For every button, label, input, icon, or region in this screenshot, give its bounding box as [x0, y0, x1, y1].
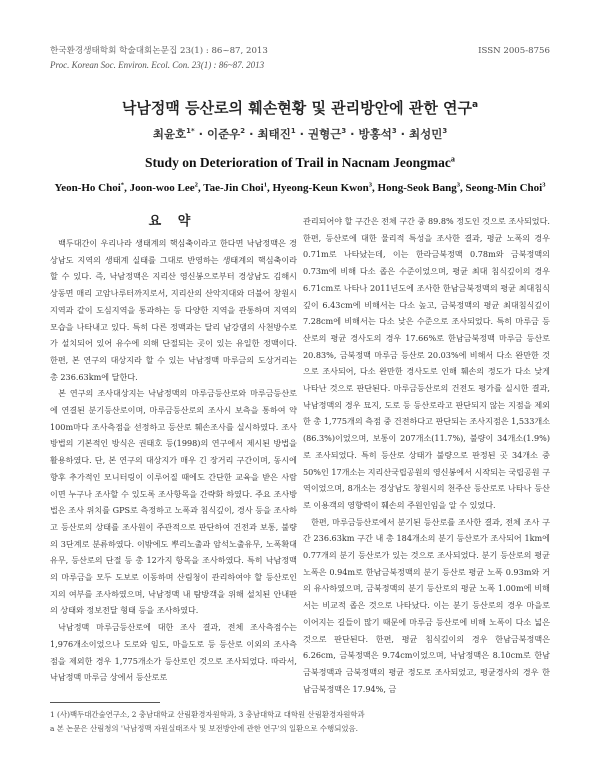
author-affiliation-mark: 2: [240, 127, 246, 136]
paragraph: 백두대간이 우리나라 생태계의 핵심축이라고 한다면 낙남정맥은 경상남도 지역의 생태계 실태를 그대로 반영하는 생태계의 핵심축이라 할 수 있다. 즉, 낙남정맥은 지리산 영신봉으로부터 경상남도 김해시 상동면 매리 고암나루터까지로서, 지리산의 산악지대와 더불어 창원시 지역과 같이 도심지역을 통과하는 등 다양한 지역을 관통하며 지역의 모습을 나타내고 있다. 특히 다른 정맥과는 달리 남강댐의 사천방수로가 설치되어 있어 유수에 의해 단절되는 곳이 있는 유일한 정맥이다. 한편, 본 연구의 대상지라 할 수 있는 낙남정맥 마루금의 도상거리는 총 236.63km에 달한다.: [50, 238, 297, 382]
author-name: 권형근: [308, 127, 342, 141]
author-affiliation-mark: 1: [290, 127, 296, 136]
journal-header: [50, 44, 550, 72]
paragraph: 한편, 마루금등산로에서 분기된 등산로를 조사한 결과, 전체 조사 구간 236.63km 구간 내 총 184개소의 분기 등산로가 조사되어 1km에 0.77개의 분기 등산로가 있는 것으로 조사되었다. 분기 등산로의 평균 노폭은 0.94m로 한남금북정맥의 분기 등산로 평균 노폭 0.93m와 거의 유사하였으며, 금북정맥의 분기 등산로의 평균 노폭 1.00m에 비해서는 비교적 좁은 것으로 나타났다. 이는 분기 등산로의 경우 마을로 이어지는 길들이 많기 때문에 마루금 등산로에 비해 노폭이 다소 넓은 것으로 판단된다. 한편, 평균 침식깊이의 경우 한남금북정맥은 6.26cm, 금북정맥은 9.74cm이었으며, 낙남정맥은 8.10cm로 한남금북정맥과 금북정맥의 평균 정도로 조사되었고, 평균경사의 경우 한남금북정맥은 17.94%, 금: [303, 516, 550, 694]
author-name: 최성민: [409, 127, 443, 141]
author-affiliation-mark: 1*: [186, 127, 195, 136]
author-name: 최윤호: [152, 127, 187, 141]
body-column-right: [303, 213, 550, 697]
author-affiliation-mark: *: [120, 181, 125, 189]
author-affiliation-mark: 1: [263, 181, 267, 189]
author-affiliation-mark: 3: [368, 181, 373, 189]
authors-english: Yeon-Ho Choi*, Joon-woo Lee$^2$, Tae-Jin Choi$^1$, Hyeong-Keun Kwon$^3$, Hong-Seok Bang$^3$, Seong-Min Choi$^3$: [54, 181, 546, 194]
author-affiliation-mark: 3: [456, 181, 461, 189]
abstract-heading: 요 약: [148, 214, 197, 229]
author-name: 이준우: [206, 127, 241, 141]
author-name: 방홍석: [358, 127, 392, 141]
footnote-funding: a 본 논문은 산림청의 '낙남정맥 자원실태조사 및 보전방안에 관한 연구'의 일환으로 수행되었음.: [50, 724, 358, 733]
author-affiliation-mark: 3: [542, 181, 546, 189]
author-affiliation-mark: 3: [391, 127, 397, 136]
author-name: Hong-Seok Bang: [377, 182, 457, 194]
journal-citation-en: Proc. Korean Soc. Environ. Ecol. Con. 23(1) : 86~87. 2013: [50, 60, 265, 70]
author-name: Joon-woo Lee: [129, 182, 195, 194]
body-column-left: [50, 235, 297, 686]
title-korean: 낙남정맥 등산로의 훼손현황 및 관리방안에 관한 연구$^a$: [121, 99, 479, 117]
authors-korean: 최윤호$^{1*}$ · 이준우$^2$ · 최태진$^1$ · 권형근$^3$ · 방홍석$^3$ · 최성민$^3$: [152, 127, 448, 141]
author-name: Seong-Min Choi: [465, 182, 543, 194]
issn: ISSN 2005-8756: [478, 46, 550, 56]
author-affiliation-mark: 3: [341, 127, 347, 136]
author-name: 최태진: [257, 127, 291, 141]
author-name: Tae-Jin Choi: [203, 182, 264, 194]
author-name: Hyeong-Keun Kwon: [272, 182, 369, 194]
footnote-divider: [50, 702, 160, 703]
footnotes: [50, 708, 550, 736]
journal-citation-kr: 한국환경생태학회 학술대회논문집 23(1) : 86~87, 2013: [50, 46, 268, 56]
paragraph: 본 연구의 조사대상지는 낙남정맥의 마루금등산로와 마루금등산로에 연결된 분기등산로이며, 마루금등산로의 조사시 보측을 통하여 약 100m마다 조사측점을 선정하고 등산로 훼손조사를 실시하였다. 조사방법의 기본적인 방식은 권태호 등(1998)의 연구에서 제시된 방법을 활용하였다. 단, 본 연구의 대상지가 매우 긴 장거리 구간이며, 동시에 향후 추가적인 모니터링이 이루어질 때에도 간단한 교육을 받은 사람이면 누구나 조사할 수 있도록 조사항목을 간략화 하였다. 주요 조사방법은 조사 위치를 GPS로 측정하고 노폭과 침식깊이, 경사 등을 조사하고 등산로의 상태를 조사원이 주관적으로 판단하여 건전과 보통, 불량의 3단계로 분류하였다. 이밖에도 뿌리노출과 암석노출유무, 노폭확대유무, 등산로의 단절 등 총 12가지 항목을 조사하였다. 특히 낙남정맥의 마루금을 모두 도보로 이동하며 산림청이 관리하여야 할 등산로인지의 여부를 조사하였으며, 낙남정맥 내 탐방객을 위해 설치된 안내판의 상태와 정보전달 형태 등을 조사하였다.: [50, 388, 297, 616]
author-name: Yeon-Ho Choi: [54, 182, 121, 194]
paragraph: 낙남정맥 마루금등산로에 대한 조사 결과, 전체 조사측점수는 1,976개소이었으나 도로와 임도, 마을도로 등 등산로 이외의 조사측점을 제외한 경우 1,775개소가 등산로인 것으로 조사되었다. 따라서, 낙남정맥 마루금 상에서 등산로로: [50, 622, 297, 683]
title-english: Study on Deterioration of Trail in Nacnam Jeongmac$^a$: [145, 154, 455, 170]
author-affiliation-mark: 2: [194, 181, 198, 189]
author-affiliation-mark: 3: [442, 127, 448, 136]
paragraph: 관리되어야 할 구간은 전체 구간 중 89.8% 정도인 것으로 조사되었다. 한편, 등산로에 대한 물리적 특성을 조사한 결과, 평균 노폭의 경우 0.71m로 나타났는데, 이는 한라금북정맥 0.78m와 금북정맥의 0.73m에 비해 다소 좁은 수준이었으며, 평균 최대 침식깊이의 경우 6.71cm로 나타나 2011년도에 조사한 한남금북정맥의 평균 최대침식깊이 6.43cm에 비해서는 다소 높고, 금북정맥의 평균 최대침식깊이 7.28cm에 비해서는 다소 낮은 수준으로 조사되었다. 특히 마루금 등산로의 평균 경사도의 경우 17.66%로 한남금북정맥 마루금 등산로 20.83%, 금북정맥 마루금 등산로 20.03%에 비해서 다소 완만한 것으로 조사되어, 다소 완만한 경사도로 인해 훼손의 정도가 다소 낮게 나타난 것으로 판단된다. 마루금등산로의 건전도 평가를 실시한 결과, 낙남정맥의 경우 묘지, 도로 등 등산로라고 판단되지 않는 지점을 제외한 총 1,775개의 측점 중 건전하다고 판단되는 조사지점은 1,533개소(86.3%)이었으며, 보통이 207개소(11.7%), 불량이 34개소(1.9%)로 조사되었다. 특히 등산로 상태가 불량으로 판정된 곳 34개소 중 50%인 17개소는 지리산국립공원의 영신봉에서 시작되는 국립공원 구역이었으며, 8개소는 경상남도 창원시의 천주산 등산로로 나타나 등산로 이용객의 영향력이 훼손의 주원인임을 알 수 있었다.: [303, 216, 551, 510]
footnote-affiliations: 1 (사)백두대간숲연구소, 2 충남대학교 산림환경자원학과, 3 충남대학교 대학원 산림환경자원학과: [50, 710, 365, 719]
